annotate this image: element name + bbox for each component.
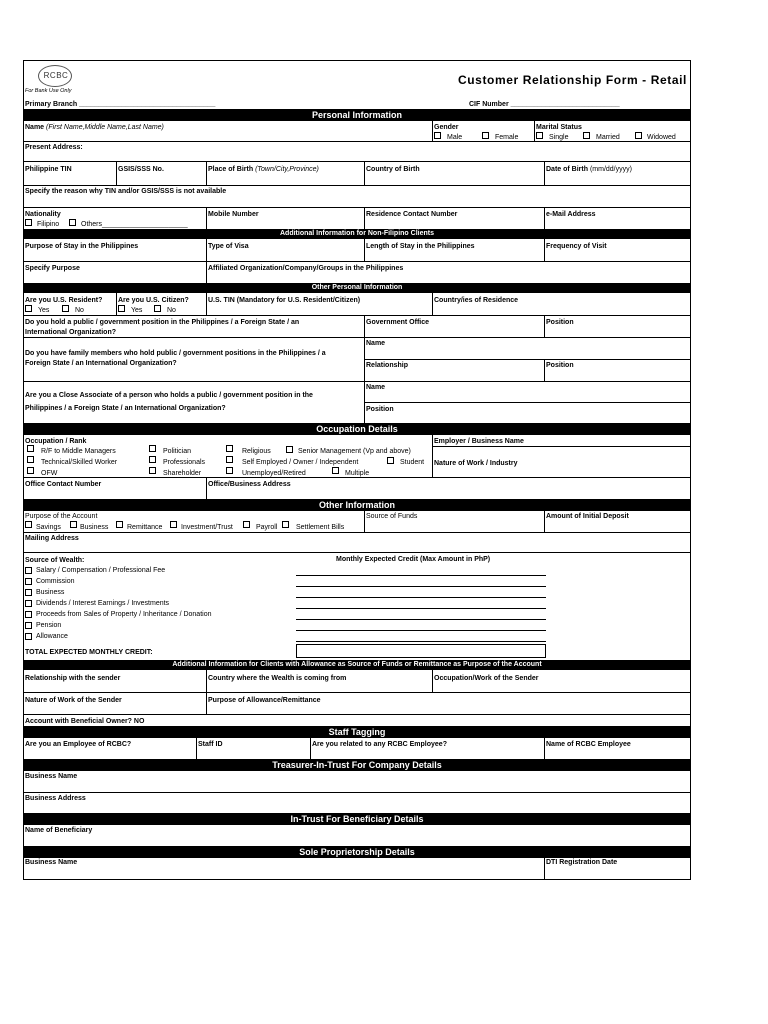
- shareholder-label: Shareholder: [163, 470, 202, 477]
- us-resident-label: Are you U.S. Resident?: [25, 297, 103, 304]
- public-position-question-cont: International Organization?: [25, 329, 117, 336]
- purpose-of-stay-field[interactable]: Purpose of Stay in the Philippines: [25, 243, 139, 250]
- wealth-commission-checkbox[interactable]: [25, 578, 32, 585]
- treasurer-header: Treasurer-In-Trust For Company Details: [24, 759, 690, 771]
- other-personal-header: Other Personal Information: [24, 283, 690, 293]
- sole-prop-header: Sole Proprietorship Details: [24, 846, 690, 858]
- male-checkbox[interactable]: [434, 132, 441, 139]
- sole-prop-business-name-field[interactable]: Business Name: [25, 859, 78, 866]
- wealth-pension-label: Pension: [36, 622, 62, 629]
- credit-line-allowance[interactable]: [296, 641, 546, 642]
- religious-checkbox[interactable]: [226, 445, 233, 452]
- unemployed-checkbox[interactable]: [226, 467, 233, 474]
- rcbc-logo: [38, 65, 72, 87]
- wealth-business-label: Business: [36, 589, 65, 596]
- family-name-field[interactable]: Name: [366, 340, 386, 347]
- logo-text: RCBC: [43, 71, 69, 80]
- investment-label: Investment/Trust: [181, 524, 233, 531]
- initial-deposit-field[interactable]: Amount of Initial Deposit: [546, 513, 629, 520]
- name-label: Name (First Name,Middle Name,Last Name): [25, 124, 164, 131]
- non-filipino-header: Additional Information for Non-Filipino Clients: [24, 229, 690, 239]
- shareholder-checkbox[interactable]: [149, 467, 156, 474]
- us-resident-no-checkbox[interactable]: [62, 305, 69, 312]
- wealth-business-checkbox[interactable]: [25, 589, 32, 596]
- total-credit-label: TOTAL EXPECTED MONTHLY CREDIT:: [25, 649, 153, 656]
- single-label: Single: [549, 134, 569, 141]
- wealth-dividends-checkbox[interactable]: [25, 600, 32, 607]
- gender-label: Gender: [434, 124, 459, 131]
- nationality-label: Nationality: [25, 211, 61, 218]
- monthly-credit-label: Monthly Expected Credit (Max Amount in PhP): [336, 556, 491, 563]
- government-office-field[interactable]: Government Office: [366, 319, 430, 326]
- married-checkbox[interactable]: [583, 132, 590, 139]
- wealth-salary-label: Salary / Compensation / Professional Fee: [36, 567, 166, 574]
- widowed-checkbox[interactable]: [635, 132, 642, 139]
- wealth-commission-label: Commission: [36, 578, 75, 585]
- associate-question: Are you a Close Associate of a person who holds a public / government position in the: [25, 392, 313, 399]
- primary-branch-field[interactable]: Primary Branch ___________________________________: [25, 101, 216, 108]
- form-title: Customer Relationship Form - Retail: [457, 73, 687, 87]
- rf-middle-label: R/F to Middle Managers: [41, 448, 116, 455]
- date-of-birth-field[interactable]: Date of Birth (mm/dd/yyyy): [546, 166, 632, 173]
- us-resident-yes-checkbox[interactable]: [25, 305, 32, 312]
- mobile-number-field[interactable]: Mobile Number: [208, 211, 259, 218]
- others-field[interactable]: Others______________________: [81, 221, 188, 228]
- rf-middle-checkbox[interactable]: [27, 445, 34, 452]
- settlement-label: Settlement Bills: [296, 524, 345, 531]
- treasurer-business-name-field[interactable]: Business Name: [25, 773, 78, 780]
- occupation-rank-label: Occupation / Rank: [25, 438, 87, 445]
- country-of-birth-field[interactable]: Country of Birth: [366, 166, 420, 173]
- multiple-label: Multiple: [345, 470, 370, 477]
- country-wealth-field[interactable]: Country where the Wealth is coming from: [208, 675, 347, 682]
- professionals-checkbox[interactable]: [149, 456, 156, 463]
- personal-info-header: Personal Information: [24, 109, 690, 121]
- multiple-checkbox[interactable]: [332, 467, 339, 474]
- purpose-account-label: Purpose of the Account: [25, 513, 98, 520]
- occupation-header: Occupation Details: [24, 423, 690, 435]
- relationship-sender-field[interactable]: Relationship with the sender: [25, 675, 121, 682]
- us-citizen-yes-checkbox[interactable]: [118, 305, 125, 312]
- gsis-sss-field[interactable]: GSIS/SSS No.: [118, 166, 164, 173]
- nature-of-work-field[interactable]: Nature of Work / Industry: [434, 460, 518, 467]
- associate-name-field[interactable]: Name: [366, 384, 386, 391]
- professionals-label: Professionals: [163, 459, 206, 466]
- family-question: Do you have family members who hold public / government positions in the Philippines / a: [25, 350, 326, 357]
- investment-checkbox[interactable]: [170, 521, 177, 528]
- tin-reason-field[interactable]: Specify the reason why TIN and/or GSIS/SSS is not available: [25, 188, 227, 195]
- us-citizen-label: Are you U.S. Citizen?: [118, 297, 189, 304]
- present-address-field[interactable]: Present Address:: [25, 144, 83, 151]
- savings-checkbox[interactable]: [25, 521, 32, 528]
- place-of-birth-field[interactable]: Place of Birth (Town/City,Province): [208, 166, 319, 173]
- public-position-question: Do you hold a public / government position in the Philippines / a Foreign State / an: [25, 319, 300, 326]
- us-citizen-no-label: No: [167, 307, 176, 314]
- us-resident-yes-label: Yes: [38, 307, 50, 314]
- beneficiary-name-field[interactable]: Name of Beneficiary: [25, 827, 93, 834]
- position-field-2[interactable]: Position: [546, 362, 574, 369]
- associate-question-cont: Philippines / a Foreign State / an International Organization?: [25, 405, 226, 412]
- dti-registration-field[interactable]: DTI Registration Date: [546, 859, 618, 866]
- length-of-stay-field[interactable]: Length of Stay in the Philippines: [366, 243, 475, 250]
- wealth-allowance-label: Allowance: [36, 633, 68, 640]
- relationship-field[interactable]: Relationship: [366, 362, 409, 369]
- residence-contact-field[interactable]: Residence Contact Number: [366, 211, 458, 218]
- settlement-checkbox[interactable]: [282, 521, 289, 528]
- philippine-tin-field[interactable]: Philippine TIN: [25, 166, 72, 173]
- purpose-allowance-field[interactable]: Purpose of Allowance/Remittance: [208, 697, 321, 704]
- office-contact-field[interactable]: Office Contact Number: [25, 481, 102, 488]
- politician-checkbox[interactable]: [149, 445, 156, 452]
- student-label: Student: [400, 459, 425, 466]
- others-checkbox[interactable]: [69, 219, 76, 226]
- payroll-checkbox[interactable]: [243, 521, 250, 528]
- staff-id-field[interactable]: Staff ID: [198, 741, 223, 748]
- married-label: Married: [596, 134, 620, 141]
- senior-mgmt-checkbox[interactable]: [286, 446, 293, 453]
- associate-position-field[interactable]: Position: [366, 406, 394, 413]
- specify-purpose-field[interactable]: Specify Purpose: [25, 265, 80, 272]
- customer-relationship-form: [23, 60, 691, 880]
- female-checkbox[interactable]: [482, 132, 489, 139]
- wealth-proceeds-label: Proceeds from Sales of Property / Inheritance / Donation: [36, 611, 212, 618]
- payroll-label: Payroll: [256, 524, 278, 531]
- marital-status-label: Marital Status: [536, 124, 582, 131]
- occupation-sender-field[interactable]: Occupation/Work of the Sender: [434, 675, 539, 682]
- allowance-header: Additional Information for Clients with Allowance as Source of Funds or Remittance as Purpose of the Account: [24, 660, 690, 670]
- business-label: Business: [80, 524, 109, 531]
- credit-line-pension[interactable]: [296, 630, 546, 631]
- employer-field[interactable]: Employer / Business Name: [434, 438, 524, 445]
- related-employee-field[interactable]: Are you related to any RCBC Employee?: [312, 741, 447, 748]
- savings-label: Savings: [36, 524, 61, 531]
- remittance-label: Remittance: [127, 524, 163, 531]
- employee-name-field[interactable]: Name of RCBC Employee: [546, 741, 631, 748]
- religious-label: Religious: [242, 448, 271, 455]
- widowed-label: Widowed: [647, 134, 676, 141]
- self-employed-label: Self Employed / Owner / Independent: [242, 459, 359, 466]
- nature-sender-field[interactable]: Nature of Work of the Sender: [25, 697, 122, 704]
- self-employed-checkbox[interactable]: [226, 456, 233, 463]
- total-credit-field[interactable]: [296, 644, 546, 658]
- filipino-label: Filipino: [37, 221, 60, 228]
- wealth-dividends-label: Dividends / Interest Earnings / Investments: [36, 600, 170, 607]
- country-residence-field[interactable]: Country/ies of Residence: [434, 297, 519, 304]
- unemployed-label: Unemployed/Retired: [242, 470, 306, 477]
- filipino-checkbox[interactable]: [25, 219, 32, 226]
- senior-mgmt-label: Senior Management (Vp and above): [298, 448, 411, 455]
- mailing-address-field[interactable]: Mailing Address: [25, 535, 79, 542]
- source-of-wealth-label: Source of Wealth:: [25, 557, 85, 564]
- position-field-1[interactable]: Position: [546, 319, 574, 326]
- male-label: Male: [447, 134, 463, 141]
- treasurer-business-address-field[interactable]: Business Address: [25, 795, 86, 802]
- rcbc-employee-field[interactable]: Are you an Employee of RCBC?: [25, 741, 132, 748]
- source-of-funds-field[interactable]: Source of Funds: [366, 513, 418, 520]
- remittance-checkbox[interactable]: [116, 521, 123, 528]
- us-citizen-yes-label: Yes: [131, 307, 143, 314]
- office-address-field[interactable]: Office/Business Address: [208, 481, 291, 488]
- us-resident-no-label: No: [75, 307, 84, 314]
- business-checkbox[interactable]: [70, 521, 77, 528]
- technical-label: Technical/Skilled Worker: [41, 459, 118, 466]
- us-tin-field[interactable]: U.S. TIN (Mandatory for U.S. Resident/Citizen): [208, 297, 361, 304]
- cif-number-field[interactable]: CIF Number ____________________________: [469, 101, 620, 108]
- credit-line-commission[interactable]: [296, 586, 546, 587]
- wealth-salary-checkbox[interactable]: [25, 567, 32, 574]
- credit-line-salary[interactable]: [296, 575, 546, 576]
- affiliated-org-field[interactable]: Affiliated Organization/Company/Groups in the Philippines: [208, 265, 404, 272]
- us-citizen-no-checkbox[interactable]: [154, 305, 161, 312]
- frequency-of-visit-field[interactable]: Frequency of Visit: [546, 243, 607, 250]
- wealth-proceeds-checkbox[interactable]: [25, 611, 32, 618]
- politician-label: Politician: [163, 448, 192, 455]
- ofw-label: OFW: [41, 470, 58, 477]
- ofw-checkbox[interactable]: [27, 467, 34, 474]
- credit-line-dividends[interactable]: [296, 608, 546, 609]
- beneficial-owner-field[interactable]: Account with Beneficial Owner? NO: [25, 718, 145, 725]
- wealth-pension-checkbox[interactable]: [25, 622, 32, 629]
- wealth-allowance-checkbox[interactable]: [25, 633, 32, 640]
- female-label: Female: [495, 134, 519, 141]
- email-field[interactable]: e-Mail Address: [546, 211, 596, 218]
- credit-line-business[interactable]: [296, 597, 546, 598]
- credit-line-proceeds[interactable]: [296, 619, 546, 620]
- single-checkbox[interactable]: [536, 132, 543, 139]
- student-checkbox[interactable]: [387, 457, 394, 464]
- family-question-cont: Foreign State / an International Organization?: [25, 360, 177, 367]
- in-trust-header: In-Trust For Beneficiary Details: [24, 813, 690, 825]
- type-of-visa-field[interactable]: Type of Visa: [208, 243, 249, 250]
- other-info-header: Other Information: [24, 499, 690, 511]
- bank-use-note: For Bank Use Only: [25, 88, 72, 94]
- staff-tagging-header: Staff Tagging: [24, 726, 690, 738]
- technical-checkbox[interactable]: [27, 456, 34, 463]
